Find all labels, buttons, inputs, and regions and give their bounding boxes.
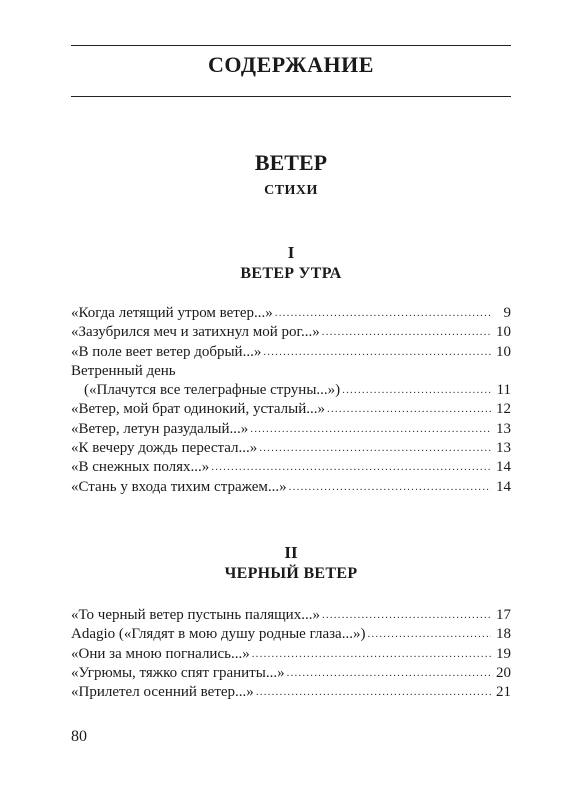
toc-entry-title: «Зазубрился меч и затихнул мой рог...» [71,324,320,341]
dot-leader [342,381,491,400]
dot-leader [275,304,491,323]
toc-list [71,304,511,497]
toc-entry[interactable] [71,420,511,439]
dot-leader [289,478,491,497]
page-title: СОДЕРЖАНИЕ [208,52,374,77]
toc-entry-title: («Плачутся все телеграфные струны...») [84,382,341,399]
toc-entry-page: 10 [496,324,511,341]
page-number: 80 [71,728,87,745]
toc-entry[interactable] [71,458,511,477]
toc-entry-title: «В поле веет ветер добрый...» [71,343,262,360]
toc-entry-page: 14 [496,478,511,495]
section-title: ЧЕРНЫЙ ВЕТЕР [224,565,358,582]
toc-entry[interactable] [71,683,511,702]
toc-entry-title: «Ветер, летун разудалый...» [71,420,249,437]
toc-entry[interactable] [71,400,511,419]
toc-entry-title: «То черный ветер пустынь палящих...» [71,607,320,623]
toc-entry-title: «В снежных полях...» [71,459,210,476]
toc-entry-page: 12 [496,401,511,418]
dot-leader [287,664,491,683]
toc-entry[interactable] [71,664,511,683]
dot-leader [211,458,491,477]
toc-entry-title: «К вечеру дождь перестал...» [71,440,258,457]
toc-entry[interactable] [71,478,511,497]
toc-entry[interactable] [71,439,511,458]
section-title: ВЕТЕР УТРА [240,265,342,282]
toc-entry[interactable] [71,304,511,323]
toc-entry-page: 17 [496,607,511,623]
header-rule-bottom [71,96,511,97]
section-number: I [287,243,295,262]
toc-entry-page: 13 [496,440,511,457]
book-title: ВЕТЕР [254,150,328,175]
toc-entry[interactable] [71,645,511,664]
toc-entry-page: 9 [503,305,511,321]
toc-entry[interactable] [71,625,511,644]
dot-leader [252,645,491,664]
toc-entry[interactable] [71,606,511,625]
section-number: II [284,543,298,562]
toc-entry[interactable] [71,381,511,400]
toc-list [71,606,511,702]
dot-leader [367,625,491,644]
toc-entry-page: 20 [496,664,511,681]
book-subtitle: СТИХИ [264,183,318,198]
toc-entry-title: «Стань у входа тихим стражем...» [71,478,287,495]
dot-leader [250,420,491,439]
toc-entry-title: «Они за мною погнались...» [71,645,250,662]
toc-entry-page: 11 [496,382,511,399]
toc-entry-heading: Ветренный день [71,362,176,379]
toc-entry-page: 21 [496,684,511,701]
toc-entry[interactable] [71,343,511,362]
dot-leader [256,683,491,702]
toc-entry-title: Adagio («Глядят в мою душу родные глаза...») [71,626,366,643]
toc-entry-title: «Прилетел осенний ветер...» [71,684,254,701]
dot-leader [259,439,491,458]
toc-entry-page: 13 [496,420,511,437]
header-rule-top [71,45,511,46]
toc-entry-page: 18 [496,626,511,643]
toc-entry-title: «Ветер, мой брат одинокий, усталый...» [71,401,325,418]
toc-entry-page: 14 [496,459,511,476]
dot-leader [263,343,491,362]
dot-leader [322,606,491,625]
toc-entry-page: 19 [496,645,511,662]
dot-leader [322,323,491,342]
dot-leader [327,400,491,419]
toc-entry[interactable] [71,323,511,342]
toc-entry-title: «Угрюмы, тяжко спят граниты...» [71,664,285,681]
toc-entry-page: 10 [496,343,511,360]
toc-entry-title: «Когда летящий утром ветер...» [71,305,273,321]
